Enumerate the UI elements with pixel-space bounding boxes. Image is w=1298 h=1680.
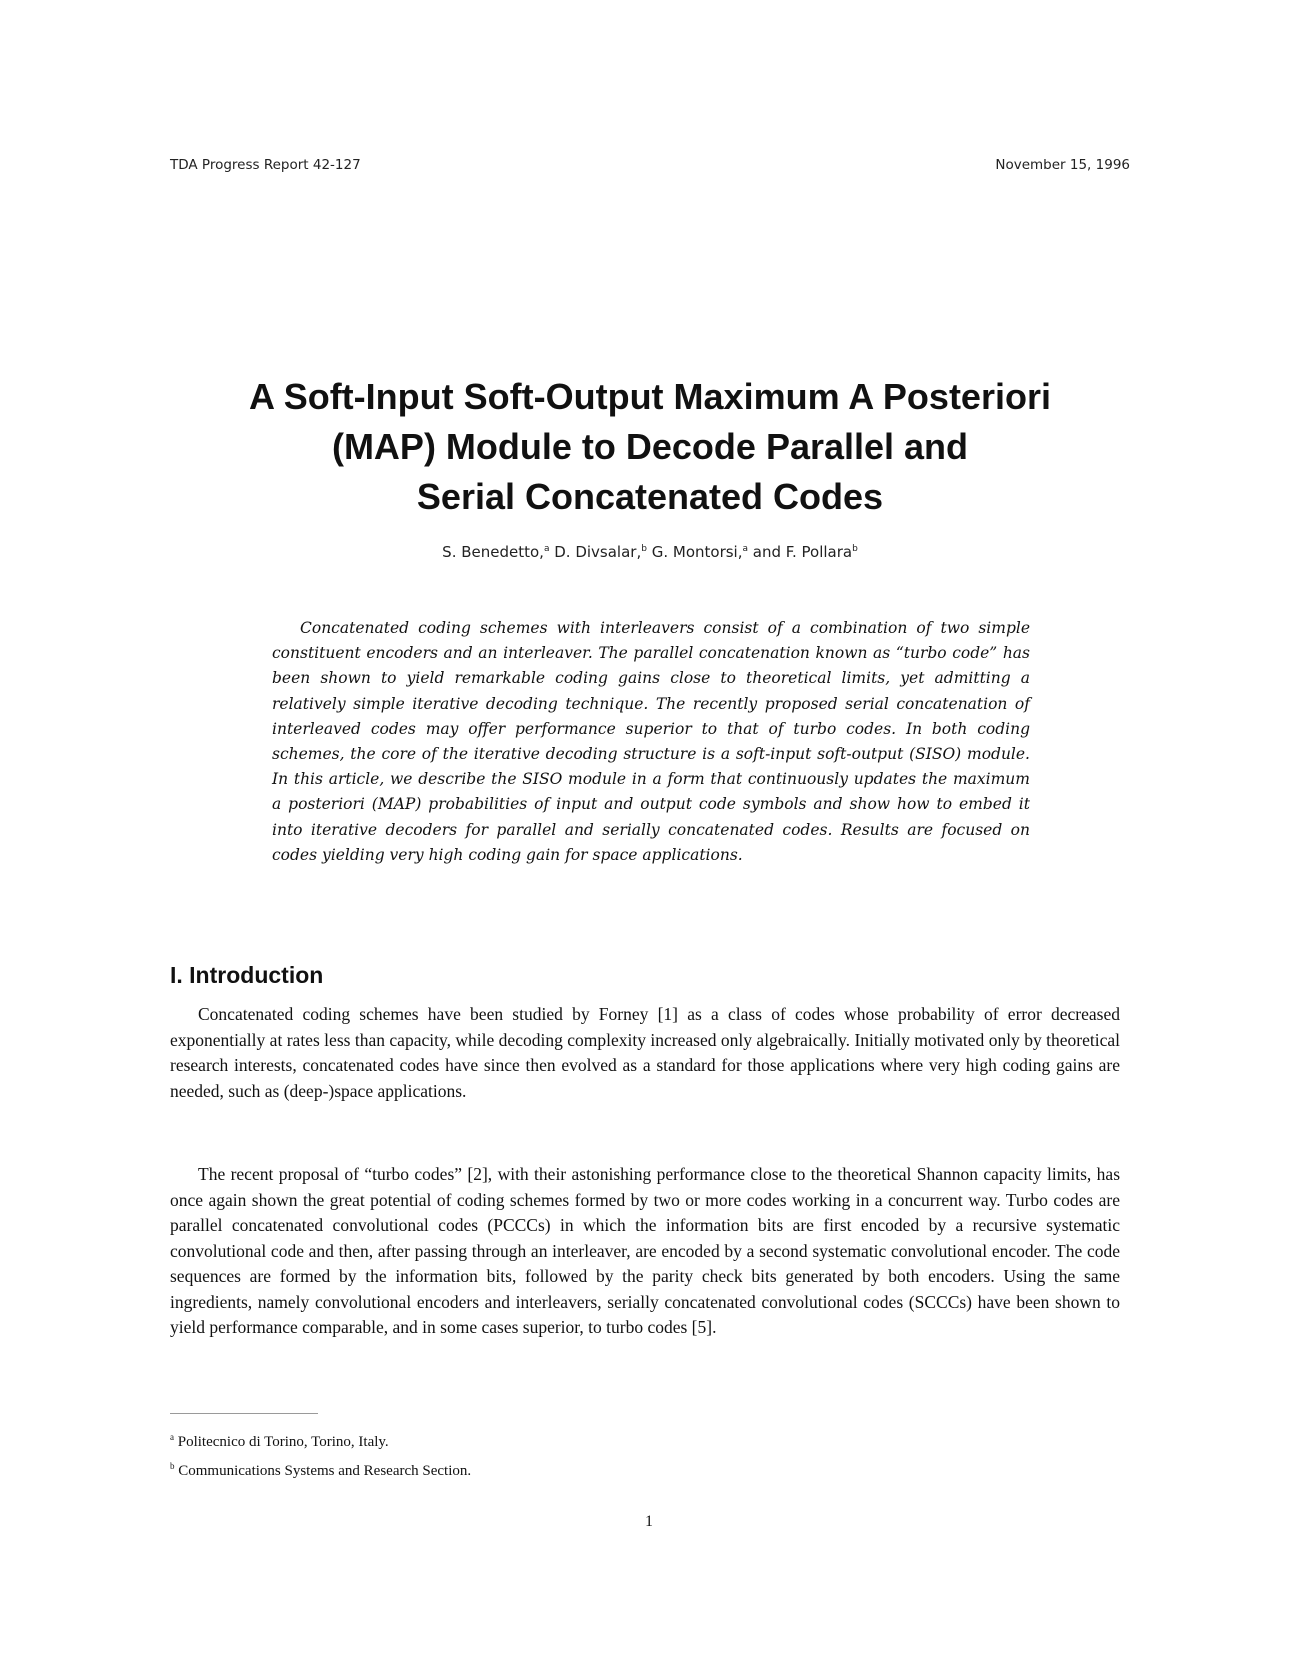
affiliation-mark: a xyxy=(742,544,748,554)
author-list xyxy=(150,543,1150,561)
affiliation-mark: b xyxy=(852,544,858,554)
author: S. Benedetto, xyxy=(442,543,544,561)
body-paragraph: Concatenated coding schemes have been studied by Forney [1] as a class of codes whose probability of error decreased exponentially at rates less than capacity, while decoding complexity increased only algebraically. Initially motivated only by theoretical research interests, concatenated codes have since then evolved as a standard for those applications where very high coding gains are needed, such as (deep-)space applications. xyxy=(170,1004,1120,1101)
footnote-mark: b xyxy=(170,1461,175,1471)
paper-title xyxy=(150,372,1150,522)
body-paragraph: The recent proposal of “turbo codes” [2], with their astonishing performance close to the theoretical Shannon capacity limits, has once again shown the great potential of coding schemes formed by two or more codes working in a concurrent way. Turbo codes are parallel concatenated convolutional codes (PCCCs) in which the information bits are first encoded by a recursive systematic convolutional code and then, after passing through an interleaver, are encoded by a second systematic convolutional encoder. The code sequences are formed by the information bits, followed by the parity check bits generated by both encoders. Using the same ingredients, namely convolutional encoders and interleavers, serially concatenated convolutional codes (SCCCs) have been shown to yield performance comparable, and in some cases superior, to turbo codes [5]. xyxy=(170,1164,1120,1337)
section-heading: I. Introduction xyxy=(170,962,324,988)
abstract: Concatenated coding schemes with interleavers consist of a combination of two simple constituent encoders and an interleaver. The parallel concatenation known as “turbo code” has been shown to yield remarkable coding gains close to theoretical limits, yet admitting a relatively simple iterative decoding technique. The recently proposed serial concatenation of interleaved codes may offer performance superior to that of turbo codes. In both coding schemes, the core of the iterative decoding structure is a soft-input soft-output (SISO) module. In this article, we describe the SISO module in a form that continuously updates the maximum a posteriori (MAP) probabilities of input and output code symbols and show how to embed it into iterative decoders for parallel and serially concatenated codes. Results are focused on codes yielding very high coding gain for space applications. xyxy=(272,619,1030,864)
footnote-divider xyxy=(170,1413,318,1414)
author: and F. Pollara xyxy=(748,543,853,561)
report-number: TDA Progress Report 42-127 xyxy=(170,157,361,173)
footnote-mark: a xyxy=(170,1432,174,1442)
footnote-text: Communications Systems and Research Section. xyxy=(178,1463,472,1479)
affiliation-mark: b xyxy=(641,544,647,554)
footnote xyxy=(170,1461,471,1480)
report-date: November 15, 1996 xyxy=(995,157,1130,173)
footnote-text: Politecnico di Torino, Torino, Italy. xyxy=(177,1434,389,1450)
footnote xyxy=(170,1432,389,1451)
page-header xyxy=(170,157,1130,177)
page-number: 1 xyxy=(645,1513,653,1530)
author: G. Montorsi, xyxy=(646,543,743,561)
affiliation-mark: a xyxy=(543,544,550,554)
title-line: A Soft-Input Soft-Output Maximum A Posteriori xyxy=(249,376,1051,417)
author: D. Divsalar, xyxy=(549,543,642,561)
title-line: (MAP) Module to Decode Parallel and xyxy=(331,426,969,467)
title-line: Serial Concatenated Codes xyxy=(416,476,884,517)
